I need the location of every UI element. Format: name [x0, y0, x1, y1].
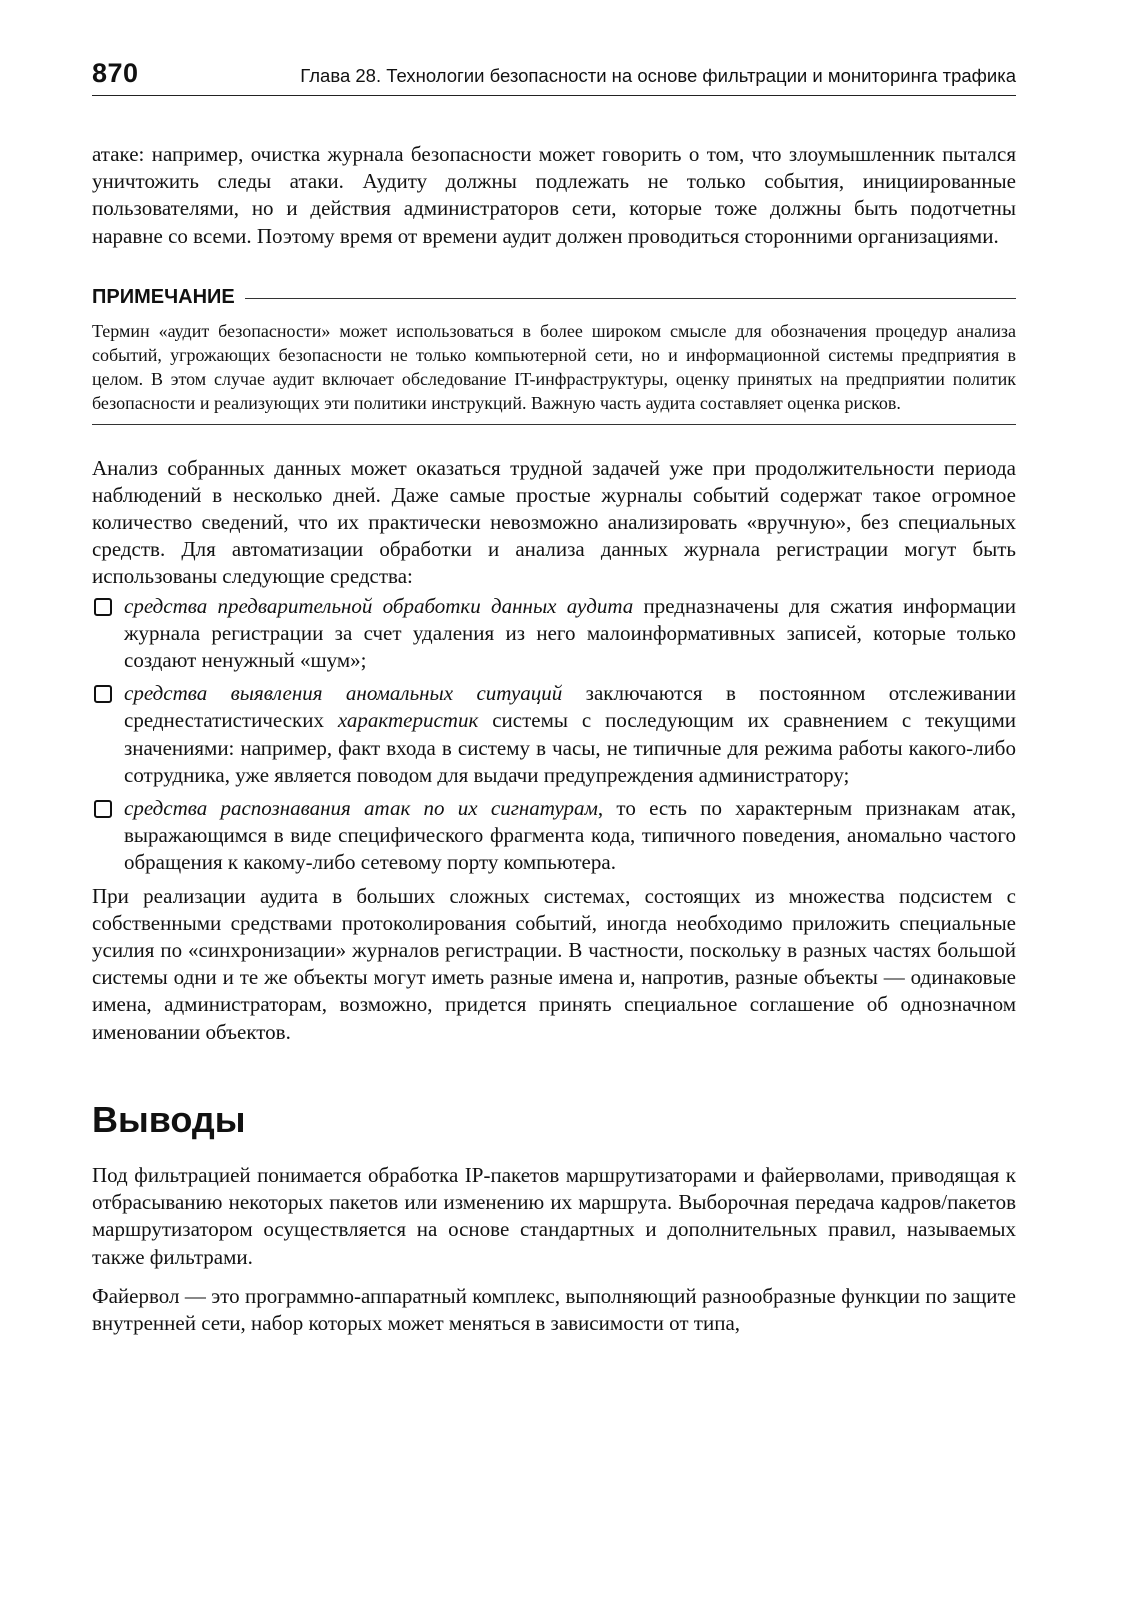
list-item-text: системы с последующим их сравнением с текущими значениями: например, факт входа в систему в часы, не типичные для режима работы какого-либо сотрудника, уже является поводом для выдачи предупреждения администратору; — [124, 708, 1016, 787]
list-item-term: характеристик — [337, 708, 479, 733]
note-top-rule — [245, 298, 1016, 299]
list-item-text: , то есть по характерным признакам атак, выражающимся в виде специфического фрагмента кода, типичного поведения, аномально частого обращения к какому-либо сетевому порту компьютера. — [124, 796, 1017, 875]
tools-list — [92, 593, 1016, 877]
list-item-term: средства предварительной обработки данных аудита — [124, 593, 634, 618]
list-item-term: средства распознавания атак по их сигнатурам — [124, 796, 598, 821]
note-bottom-rule — [92, 424, 1016, 425]
list-item — [92, 795, 1016, 877]
section-heading: Выводы — [92, 1098, 246, 1140]
page-header — [92, 58, 1016, 96]
analysis-paragraph: Анализ собранных данных может оказаться трудной задачей уже при продолжительности периода наблюдений в несколько дней. Даже самые простые журналы событий содержат такое огромное количество сведений, что их практически невозможно анализировать «вручную», без специальных средств. Для автоматизации обработки и анализа данных журнала регистрации могут быть использованы следующие средства: — [92, 455, 1016, 589]
list-item-text: заключаются в постоянном отслеживании среднестатистических — [124, 681, 1016, 733]
page-number: 870 — [92, 58, 139, 88]
note-title: ПРИМЕЧАНИЕ — [92, 285, 235, 308]
filtering-paragraph: Под фильтрацией понимается обработка IP-пакетов маршрутизаторами и файерволами, приводящая к отбрасыванию некоторых пакетов или изменению их маршрута. Выборочная передача кадров/пакетов маршрутизатором осуществляется на основе стандартных и дополнительных правил, называемых также фильтрами. — [92, 1162, 1016, 1269]
sync-paragraph: При реализации аудита в больших сложных системах, состоящих из множества подсистем с собственными средствами протоколирования событий, иногда необходимо приложить специальные усилия по «синхронизации» журналов регистрации. В частности, поскольку в разных частях большой системы одни и те же объекты могут иметь разные имена и, напротив, разные объекты — одинаковые имена, администраторам, возможно, придется принять специальное соглашение об однозначном именовании объектов. — [92, 883, 1016, 1044]
note-box — [92, 286, 1016, 425]
list-item-text: предназначены для сжатия информации журнала регистрации за счет удаления из него малоинформативных записей, которые только создают ненужный «шум»; — [124, 593, 1016, 673]
checkbox-bullet-icon — [94, 598, 112, 616]
intro-paragraph: атаке: например, очистка журнала безопасности может говорить о том, что злоумышленник пытался уничтожить следы атаки. Аудиту должны подлежать не только события, инициированные пользователями, но и действия администраторов сети, которые тоже должны быть подотчетны наравне со всеми. Поэтому время от времени аудит должен проводиться сторонними организациями. — [92, 142, 1016, 248]
running-title: Глава 28. Технологии безопасности на основе фильтрации и мониторинга трафика — [300, 65, 1016, 86]
book-page — [92, 58, 1016, 1337]
list-item — [92, 593, 1016, 675]
firewall-paragraph: Файервол — это программно-аппаратный комплекс, выполняющий разнообразные функции по защите внутренней сети, набор которых может меняться в зависимости от типа, — [92, 1283, 1016, 1335]
list-item-term: средства выявления аномальных ситуаций — [124, 681, 563, 706]
note-header — [92, 286, 1016, 309]
checkbox-bullet-icon — [94, 685, 112, 703]
list-item — [92, 680, 1016, 789]
note-text: Термин «аудит безопасности» может использоваться в более широком смысле для обозначения процедур анализа событий, угрожающих безопасности не только компьютерной сети, но и информационной системы предприятия в целом. В этом случае аудит включает обследование IT-инфраструктуры, оценку принятых на предприятии политик безопасности и реализующих эти политики инструкций. Важную часть аудита составляет оценка рисков. — [92, 320, 1016, 414]
checkbox-bullet-icon — [94, 800, 112, 818]
